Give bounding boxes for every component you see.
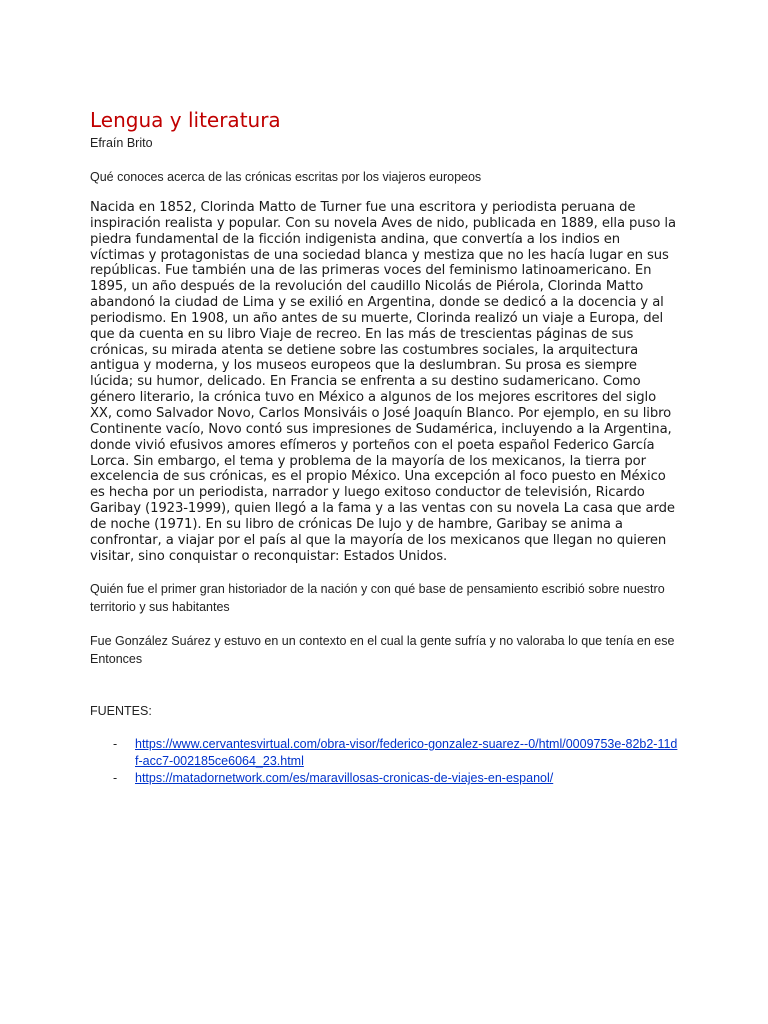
source-item — [90, 736, 678, 770]
list-bullet: - — [113, 771, 118, 786]
question-1: Qué conoces acerca de las crónicas escritas por los viajeros europeos — [90, 170, 482, 184]
source-link-cervantes[interactable]: https://www.cervantesvirtual.com/obra-visor/federico-gonzalez-suarez--0/html/0009753e-82b2-11df-acc7-002185ce6064_23.html — [135, 737, 678, 769]
author-name: Efraín Brito — [90, 136, 153, 150]
question-2: Quién fue el primer gran historiador de la nación y con qué base de pensamiento escribió sobre nuestro territorio y sus habitantes — [90, 582, 665, 615]
sources-heading: FUENTES: — [90, 704, 152, 719]
list-bullet: - — [113, 737, 118, 752]
answer-2: Fue González Suárez y estuvo en un contexto en el cual la gente sufría y no valoraba lo que tenía en ese Entonces — [90, 634, 675, 667]
body-paragraph: Nacida en 1852, Clorinda Matto de Turner fue una escritora y periodista peruana de inspiración realista y popular. Con su novela Aves de nido, publicada en 1889, ella puso la piedra fundamental de la ficción indigenista andina, que convertía a los indios en víctimas y protagonistas de una sociedad blanca y mestiza que no les hacía lugar en sus repúblicas. Fue también una de las primeras voces del feminismo latinoamericano. En 1895, un año después de la revolución del caudillo Nicolás de Piérola, Clorinda Matto abandonó la ciudad de Lima y se exilió en Argentina, donde se dedicó a la docencia y al periodismo. En 1908, un año antes de su muerte, Clorinda realizó un viaje a Europa, del que da cuenta en su libro Viaje de recreo. En las más de trescientas páginas de sus crónicas, su mirada atenta se detiene sobre las costumbres sociales, la arquitectura antigua y moderna, y los museos europeos que la deslumbran. Su prosa es siempre lúcida; su humor, delicado. En Francia se enfrenta a su destino sudamericano. Como género literario, la crónica tuvo en México a algunos de los mejores escritores del siglo XX, como Salvador Novo, Carlos Monsiváis o José Joaquín Blanco. Por ejemplo, en su libro Continente vacío, Novo contó sus impresiones de Sudamérica, incluyendo a la Argentina, donde vivió efusivos amores efímeros y porteños con el poeta español Federico García Lorca. Sin embargo, el tema y problema de la mayoría de los mexicanos, la tierra por excelencia de sus crónicas, es el propio México. Una excepción al foco puesto en México es hecha por un periodista, narrador y luego exitoso conductor de televisión, Ricardo Garibay (1923-1999), quien llegó a la fama y a las ventas con su novela La casa que arde de noche (1971). En su libro de crónicas De lujo y de hambre, Garibay se anima a confrontar, a viajar por el país al que la mayoría de los mexicanos que llegan no quieren visitar, sino conquistar o reconquistar: Estados Unidos. — [90, 200, 676, 564]
source-link-matador[interactable]: https://matadornetwork.com/es/maravillosas-cronicas-de-viajes-en-espanol/ — [135, 771, 554, 786]
document-title: Lengua y literatura — [90, 108, 281, 132]
sources-list — [90, 736, 678, 787]
source-item — [90, 770, 678, 787]
document-page — [90, 106, 678, 787]
